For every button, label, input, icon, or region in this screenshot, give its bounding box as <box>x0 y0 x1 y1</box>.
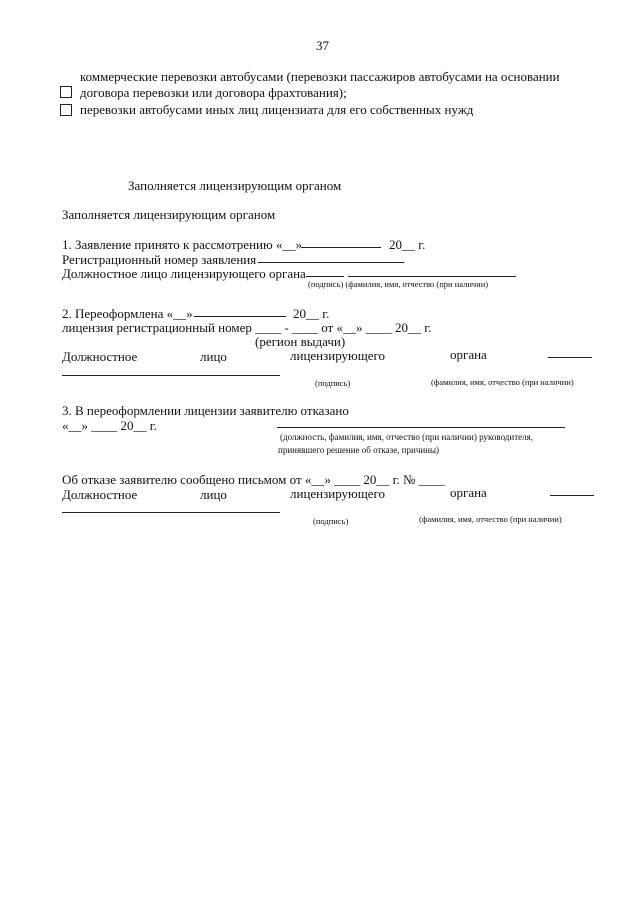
official-caption: (подпись) (фамилия, имя, отчество (при наличии) <box>308 279 489 289</box>
registration-number-line[interactable] <box>258 262 404 263</box>
application-accepted-label: 1. Заявление принято к рассмотрению «__» <box>62 237 302 252</box>
notice-official-word-3: лицензирующего <box>290 486 386 501</box>
official-word-3: лицензирующего <box>290 348 386 363</box>
official-word-4: органа <box>450 347 487 362</box>
official-word-1: Должностное <box>62 349 138 364</box>
official-name-line[interactable] <box>348 276 516 277</box>
license-number-label: лицензия регистрационный номер ____ - ____ от «__» ____ 20__ г. <box>62 320 432 335</box>
refusal-position-caption: (должность, фамилия, имя, отчество (при наличии) руководителя, <box>280 432 534 442</box>
official-word-2: лицо <box>200 349 227 364</box>
official-name-line-2[interactable] <box>62 375 280 376</box>
reissued-date-line[interactable] <box>194 316 286 317</box>
notice-signature-caption: (подпись) <box>313 516 349 526</box>
refusal-details-line[interactable] <box>277 427 565 428</box>
commercial-option-line2: договора перевозки или договора фрахтования); <box>80 85 347 100</box>
registration-number-label: Регистрационный номер заявления <box>62 252 257 267</box>
issuing-region-caption: (регион выдачи) <box>255 334 346 349</box>
commercial-checkbox[interactable] <box>60 86 72 98</box>
filled-by-authority-heading: Заполняется лицензирующим органом <box>128 178 342 193</box>
signature-caption: (подпись) <box>315 378 351 388</box>
refusal-date: «__» ____ 20__ г. <box>62 418 157 433</box>
notice-official-word-1: Должностное <box>62 487 138 502</box>
reissued-year: 20__ г. <box>293 306 330 321</box>
notice-name-line[interactable] <box>62 512 280 513</box>
own-needs-checkbox[interactable] <box>60 104 72 116</box>
refusal-decision-caption: принявшего решение об отказе, причины) <box>278 445 440 455</box>
notice-fio-caption: (фамилия, имя, отчество (при наличии) <box>419 514 562 524</box>
filled-by-authority-subheading: Заполняется лицензирующим органом <box>62 207 276 222</box>
own-needs-option: перевозки автобусами иных лиц лицензиата для его собственных нужд <box>80 102 474 117</box>
accepted-date-line[interactable] <box>301 247 381 248</box>
official-label: Должностное лицо лицензирующего органа <box>62 266 306 281</box>
page-number: 37 <box>316 38 329 53</box>
refusal-label: 3. В переоформлении лицензии заявителю отказано <box>62 403 349 418</box>
official-signature-line[interactable] <box>306 276 344 277</box>
official-trailing-line[interactable] <box>548 357 592 358</box>
commercial-option-line1: коммерческие перевозки автобусами (перевозки пассажиров автобусами на основании <box>80 69 560 84</box>
accepted-year: 20__ г. <box>389 237 426 252</box>
reissued-label: 2. Переоформлена «__» <box>62 306 193 321</box>
refusal-notice-label: Об отказе заявителю сообщено письмом от «__» ____ 20__ г. № ____ <box>62 472 445 487</box>
fio-caption: (фамилия, имя, отчество (при наличии) <box>431 377 574 387</box>
notice-official-word-2: лицо <box>200 487 227 502</box>
notice-official-word-4: органа <box>450 485 487 500</box>
notice-trailing-line[interactable] <box>550 495 594 496</box>
